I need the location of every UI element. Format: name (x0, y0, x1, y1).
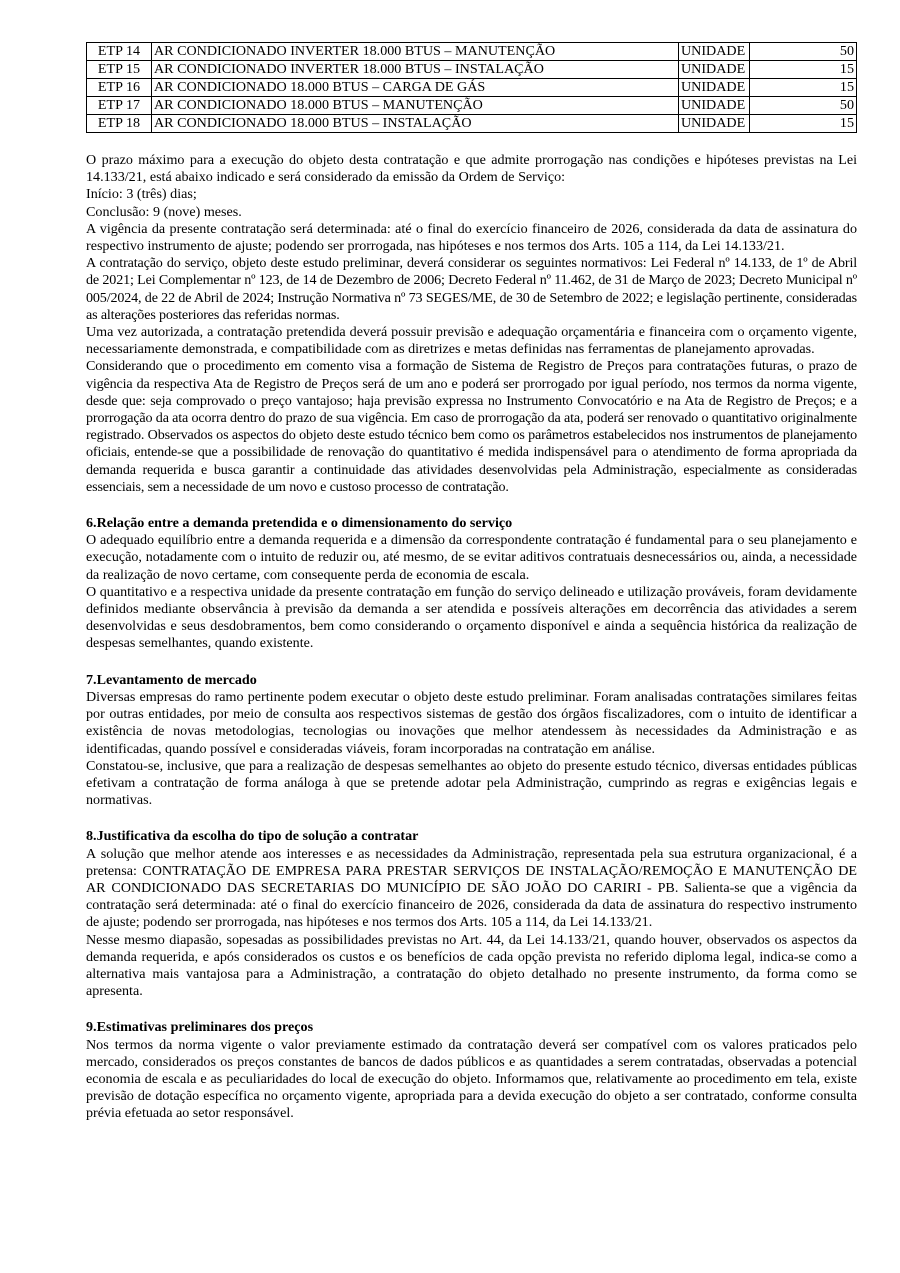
spacer (86, 653, 857, 672)
table-row (87, 43, 857, 61)
item-unit: UNIDADE (679, 115, 750, 133)
section-8-title: 8.Justificativa da escolha do tipo de solução a contratar (86, 828, 419, 845)
spacer (86, 1000, 857, 1019)
table-row (87, 61, 857, 79)
item-quantity: 50 (750, 43, 857, 61)
item-code: ETP 17 (87, 97, 152, 115)
section-7-title: 7.Levantamento de mercado (86, 671, 257, 688)
spacer (86, 496, 857, 515)
item-description: AR CONDICIONADO 18.000 BTUS – INSTALAÇÃO (152, 115, 679, 133)
paragraph: Início: 3 (três) dias; (86, 186, 197, 203)
items-table-body (87, 43, 857, 133)
item-unit: UNIDADE (679, 79, 750, 97)
paragraph: O prazo máximo para a execução do objeto desta contratação e que admite prorrogação nas condições e hipóteses previstas na Lei 14.133/21, está abaixo indicado e será considerado da emissão da Ordem de Serviço: (86, 152, 857, 186)
item-quantity: 15 (750, 61, 857, 79)
paragraph: Constatou-se, inclusive, que para a realização de despesas semelhantes ao objeto do presente estudo técnico, diversas entidades públicas efetivam a contratação de forma análoga à que se pretende adotar pela Administração, cumprindo as regras e exigências legais e normativas. (86, 757, 857, 809)
item-code: ETP 18 (87, 115, 152, 133)
item-quantity: 50 (750, 97, 857, 115)
item-code: ETP 14 (87, 43, 152, 61)
section-6-title: 6.Relação entre a demanda pretendida e o dimensionamento do serviço (86, 515, 513, 532)
item-description: AR CONDICIONADO INVERTER 18.000 BTUS – INSTALAÇÃO (152, 61, 679, 79)
spacer (86, 133, 857, 152)
item-description: AR CONDICIONADO INVERTER 18.000 BTUS – MANUTENÇÃO (152, 43, 679, 61)
item-description: AR CONDICIONADO 18.000 BTUS – CARGA DE GÁS (152, 79, 679, 97)
document-page (86, 42, 857, 1123)
paragraph: O adequado equilíbrio entre a demanda requerida e a dimensão da correspondente contratação é fundamental para o seu planejamento e execução, notadamente com o intuito de reduzir ou, até mesmo, de se evitar aditivos contratuais desnecessários ou, ainda, a necessidade da realização de novo certame, com consequente perda de economia de escala. (86, 532, 857, 583)
item-quantity: 15 (750, 115, 857, 133)
paragraph: A contratação do serviço, objeto deste estudo preliminar, deverá considerar os seguintes normativos: Lei Federal nº 14.133, de 1º de Abril de 2021; Lei Complementar nº 123, de 14 de Dezembro de 2006; Decreto Federal nº 11.462, de 31 de Março de 2023; Decreto Municipal nº 005/2024, de 22 de Abril de 2024; Instrução Normativa nº 73 SEGES/ME, de 30 de Setembro de 2022; e legislação pertinente, consideradas as alterações posteriores das referidas normas. (86, 255, 857, 323)
paragraph: Diversas empresas do ramo pertinente podem executar o objeto deste estudo preliminar. Foram analisadas contratações similares feitas por outras entidades, por meio de consulta aos respectivos sistemas de gestão dos órgãos fiscalizadores, com o intuito de identificar a existência de novas metodologias, tecnologias ou inovações que melhor atendessem às necessidades da Administração e as identificadas, quando possível e consideradas viáveis, foram incorporadas na contratação em análise. (86, 688, 857, 757)
table-row (87, 79, 857, 97)
section-9-title: 9.Estimativas preliminares dos preços (86, 1019, 314, 1036)
paragraph: Uma vez autorizada, a contratação pretendida deverá possuir previsão e adequação orçamentária e financeira com o orçamento vigente, necessariamente demonstrada, e compatibilidade com as diretrizes e metas definidas nas ferramentas de planejamento aprovadas. (86, 324, 857, 358)
item-unit: UNIDADE (679, 97, 750, 115)
item-unit: UNIDADE (679, 43, 750, 61)
paragraph: O quantitativo e a respectiva unidade da presente contratação em função do serviço delineado e utilização prováveis, foram devidamente definidos mediante observância à previsão da demanda a ser atendida e possíveis alterações em decorrência das atividades a serem desenvolvidas e seus desdobramentos, bem como considerando o orçamento disponível e ainda a sequência histórica da realização de despesas semelhantes, quando existente. (86, 583, 857, 652)
table-row (87, 97, 857, 115)
item-code: ETP 16 (87, 79, 152, 97)
paragraph: A vigência da presente contratação será determinada: até o final do exercício financeiro de 2026, considerada da data de assinatura do respectivo instrumento de ajuste; podendo ser prorrogada, nas hipóteses e nos termos dos Arts. 105 a 114, da Lei 14.133/21. (86, 220, 857, 255)
paragraph: Considerando que o procedimento em comento visa a formação de Sistema de Registro de Preços para contratações futuras, o prazo de vigência da respectiva Ata de Registro de Preços será de um ano e poderá ser prorrogado por igual período, nos termos da norma vigente, desde que: seja comprovado o preço vantajoso; haja previsão expressa no Instrumento Convocatório e na Ata de Registro de Preços; e a prorrogação da ata ocorra dentro do prazo de sua vigência. Em caso de prorrogação da ata, poderá ser renovado o quantitativo originalmente registrado. Observados os aspectos do objeto deste estudo técnico bem como os parâmetros estabelecidos nos instrumentos de planejamento oficiais, entende-se que a possibilidade de renovação do quantitativo é medida indispensável para o atendimento de forma apropriada da demanda requerida e busca garantir a continuidade das atividades desenvolvidas pela Administração, especialmente as consideradas essenciais, sem a necessidade de um novo e custoso processo de contratação. (86, 358, 857, 495)
paragraph: A solução que melhor atende aos interesses e as necessidades da Administração, representada pela sua estrutura organizacional, é a pretensa: CONTRATAÇÃO DE EMPRESA PARA PRESTAR SERVIÇOS DE INSTALAÇÃO/REMOÇÃO E MANUTENÇÃO DE AR CONDICIONADO DAS SECRETARIAS DO MUNICÍPIO DE SÃO JOÃO DO CARIRI - PB. Salienta-se que a vigência da contratação será determinada: até o final do exercício financeiro de 2026, considerada da data de assinatura do respectivo instrumento de ajuste; podendo ser prorrogada, nas hipóteses e nos termos dos Arts. 105 a 114, da Lei 14.133/21. (86, 845, 857, 931)
item-description: AR CONDICIONADO 18.000 BTUS – MANUTENÇÃO (152, 97, 679, 115)
spacer (86, 809, 857, 828)
item-unit: UNIDADE (679, 61, 750, 79)
items-table (86, 42, 857, 133)
paragraph: Nos termos da norma vigente o valor previamente estimado da contratação deverá ser compatível com os valores praticados pelo mercado, considerados os preços constantes de bancos de dados públicos e as quantidades a serem contratadas, observadas a potencial economia de escala e as peculiaridades do local de execução do objeto. Informamos que, relativamente ao procedimento em tela, existe previsão de dotação específica no orçamento vigente, apropriada para a devida execução do objeto a ser contratado, conforme consulta prévia efetuada ao setor responsável. (86, 1036, 857, 1122)
table-row (87, 115, 857, 133)
paragraph: Nesse mesmo diapasão, sopesadas as possibilidades previstas no Art. 44, da Lei 14.133/21, quando houver, observados os aspectos da demanda requerida, e após considerados os custos e os benefícios de cada opção prevista no referido diploma legal, indica-se como a alternativa mais vantajosa para a Administração, a contratação do objeto detalhado no presente instrumento, da forma como se apresenta. (86, 931, 857, 1000)
paragraph: Conclusão: 9 (nove) meses. (86, 203, 242, 220)
item-quantity: 15 (750, 79, 857, 97)
item-code: ETP 15 (87, 61, 152, 79)
